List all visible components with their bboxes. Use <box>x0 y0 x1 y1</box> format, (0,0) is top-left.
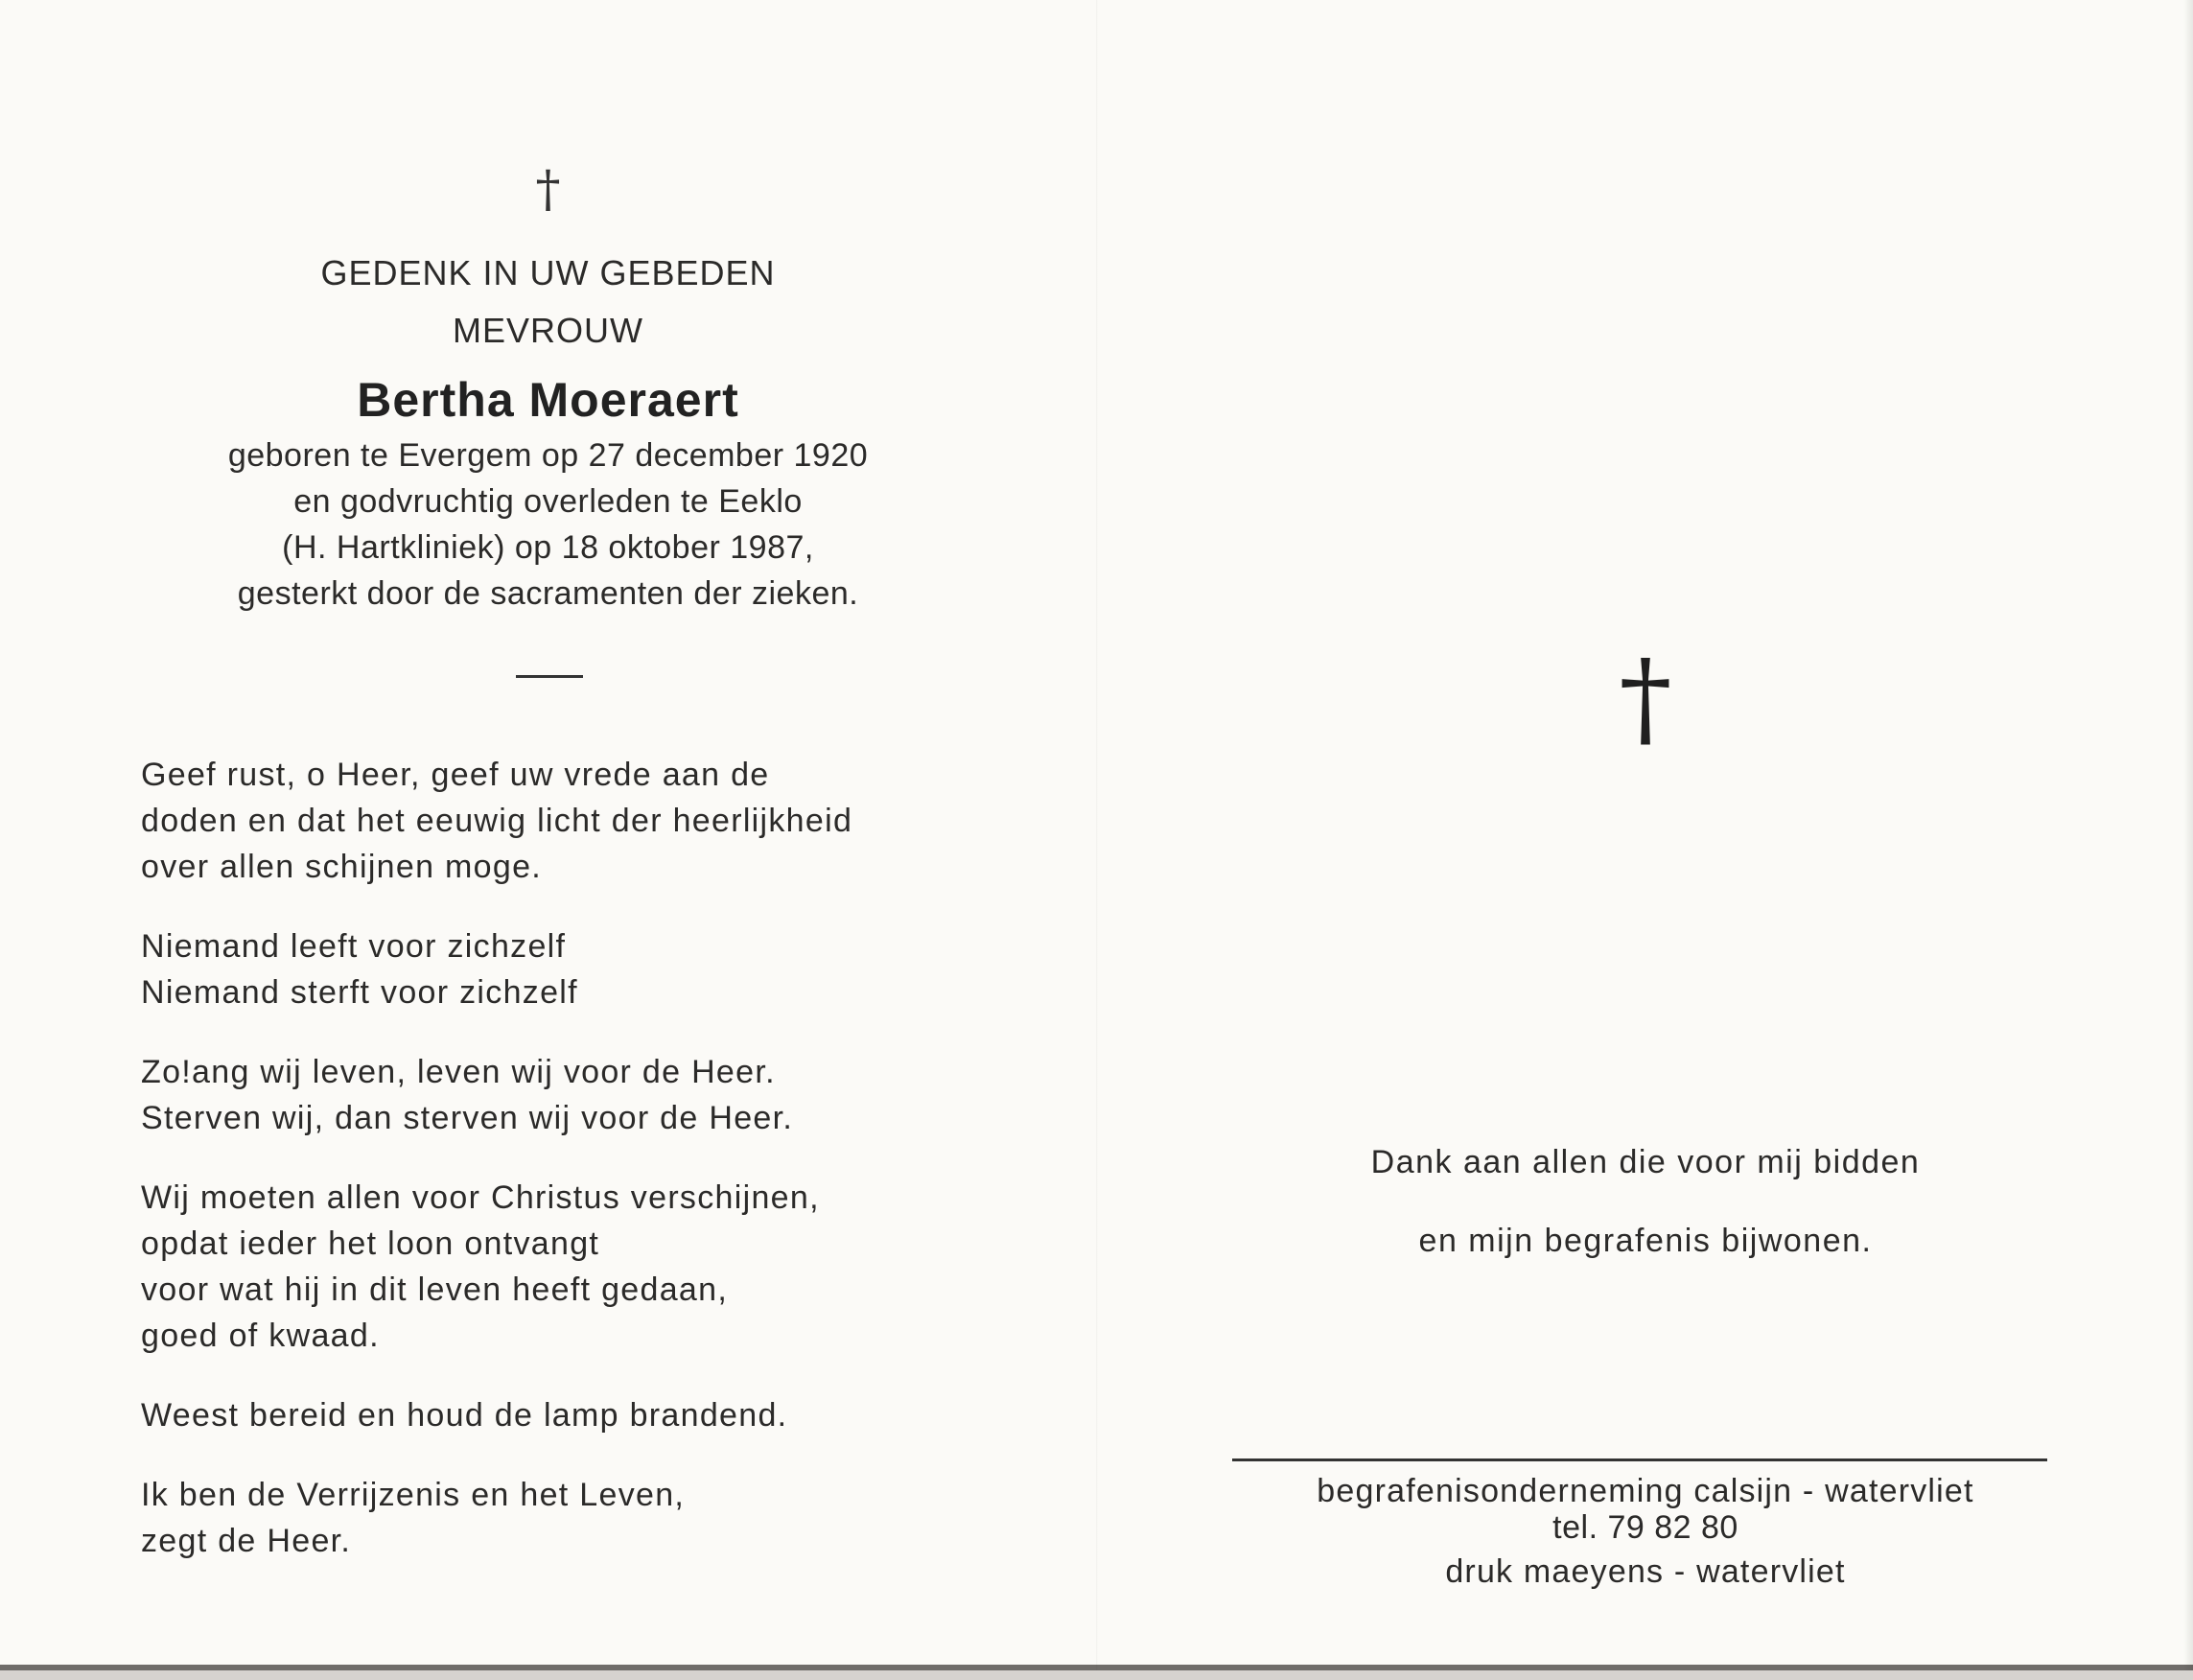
thanks-line: en mijn begrafenis bijwonen. <box>1418 1223 1873 1259</box>
verse-line: Sterven wij, dan sterven wij voor de Heer. <box>141 1100 794 1136</box>
verse-line: Zo!ang wij leven, leven wij voor de Heer. <box>141 1054 776 1090</box>
prayer-verses <box>141 752 1004 1598</box>
verse-line: goed of kwaad. <box>141 1318 380 1354</box>
verse-line: over allen schijnen moge. <box>141 849 543 885</box>
stanza <box>141 752 1004 890</box>
verse-line: doden en dat het eeuwig licht der heerlijkheid <box>141 803 853 839</box>
biography <box>0 432 1096 617</box>
verse-line: opdat ieder het loon ontvangt <box>141 1225 600 1262</box>
stanza <box>141 923 1004 1015</box>
verse-line: voor wat hij in dit leven heeft gedaan, <box>141 1272 729 1308</box>
printer-line: druk maeyens - watervliet <box>1445 1553 1846 1590</box>
verse-line: Ik ben de Verrijzenis en het Leven, <box>141 1477 686 1513</box>
bio-line: geboren te Evergem op 27 december 1920 <box>227 437 869 474</box>
title: MEVROUW <box>453 311 643 350</box>
stanza <box>141 1392 1004 1438</box>
verse-line: Niemand sterft voor zichzelf <box>141 974 578 1011</box>
bio-line: gesterkt door de sacramenten der zieken. <box>237 575 859 612</box>
stanza <box>141 1472 1004 1564</box>
left-panel <box>0 0 1096 1670</box>
verse-line: zegt de Heer. <box>141 1523 352 1559</box>
footer-rule <box>1232 1458 2047 1461</box>
phone-line: tel. 79 82 80 <box>1552 1509 1738 1546</box>
verse-line: Wij moeten allen voor Christus verschijnen, <box>141 1179 820 1216</box>
stanza <box>141 1175 1004 1359</box>
undertaker-line: begrafenisonderneming calsijn - watervliet <box>1317 1473 1974 1509</box>
divider <box>516 675 583 678</box>
cross-icon-large: † <box>1619 637 1672 759</box>
verse-line: Geef rust, o Heer, geef uw vrede aan de <box>141 757 770 793</box>
heading: GEDENK IN UW GEBEDEN <box>320 253 776 292</box>
bio-line: en godvruchtig overleden te Eeklo <box>293 483 803 520</box>
bio-line: (H. Hartkliniek) op 18 oktober 1987, <box>282 529 814 566</box>
right-panel <box>1098 0 2193 1670</box>
thanks-line: Dank aan allen die voor mij bidden <box>1370 1144 1921 1180</box>
deceased-name: Bertha Moeraert <box>357 373 739 427</box>
cross-icon: † <box>535 161 561 219</box>
stanza <box>141 1049 1004 1141</box>
verse-line: Niemand leeft voor zichzelf <box>141 928 567 965</box>
verse-line: Weest bereid en houd de lamp brandend. <box>141 1397 788 1434</box>
